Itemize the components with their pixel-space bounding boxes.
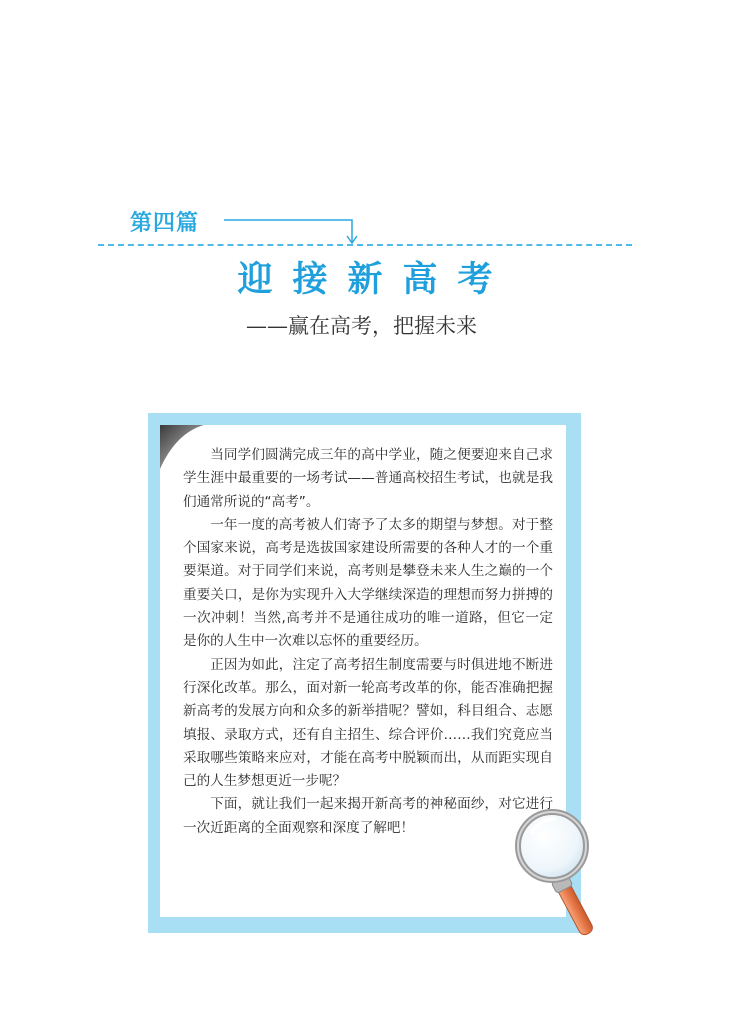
part-label: 第四篇 [130,211,200,236]
page-title: 迎接新高考 [237,260,513,300]
intro-body [183,444,553,840]
intro-paragraph: 当同学们圆满完成三年的高中学业，随之便要迎来自己求学生涯中最重要的一场考试——普通高校招生考试，也就是我们通常所说的“高考”。 [183,447,553,510]
connector-arrow-icon [220,212,370,252]
dashed-divider [98,244,632,246]
page-subtitle: ——赢在高考，把握未来 [246,314,477,338]
intro-paragraph: 下面，就让我们一起来揭开新高考的神秘面纱，对它进行一次近距离的全面观察和深度了解吧！ [183,796,553,836]
magnifying-glass-icon [512,806,616,942]
intro-paragraph: 一年一度的高考被人们寄予了太多的期望与梦想。对于整个国家来说，高考是选拔国家建设所需要的各种人才的一个重要渠道。对于同学们来说，高考则是攀登未来人生之巅的一个重要关口，是你为实现升入大学继续深造的理想而努力拼搏的一次冲刺！当然,高考并不是通往成功的唯一道路，但它一定是你的人生中一次难以忘怀的重要经历。 [183,516,553,650]
intro-paragraph: 正因为如此，注定了高考招生制度需要与时俱进地不断进行深化改革。那么，面对新一轮高考改革的你，能否准确把握新高考的发展方向和众多的新举措呢？譬如，科目组合、志愿填报、录取方式，还有自主招生、综合评价……我们究竟应当采取哪些策略来应对，才能在高考中脱颖而出，从而距实现自己的人生梦想更近一步呢？ [183,656,553,790]
